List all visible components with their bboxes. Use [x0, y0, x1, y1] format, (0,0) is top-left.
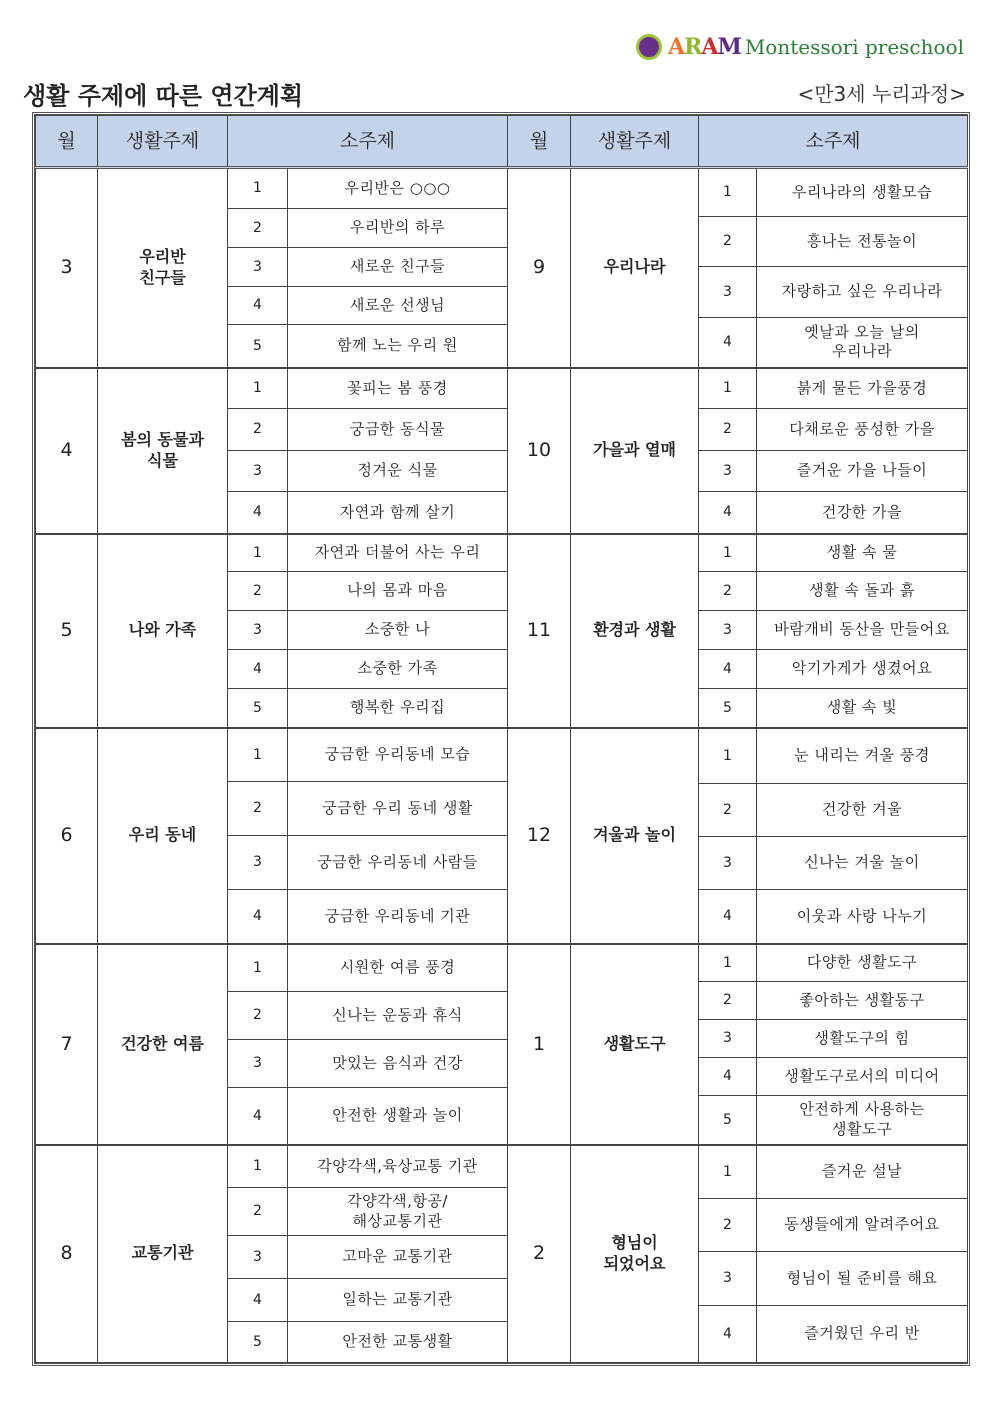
header-theme-right: 생활주제 [571, 116, 699, 168]
left-theme: 교통기관 [98, 1145, 228, 1363]
left-subtopic: 맛있는 음식과 건강 [288, 1040, 508, 1088]
right-theme: 생활도구 [571, 944, 699, 1145]
left-theme: 나와 가족 [98, 534, 228, 728]
left-subtopic: 신나는 운동과 휴식 [288, 992, 508, 1040]
right-subtopic: 안전하게 사용하는 생활도구 [757, 1096, 968, 1145]
table-row [36, 728, 968, 782]
right-subtopic: 즐거운 가을 나들이 [757, 451, 968, 492]
right-subtopic-number: 2 [699, 784, 757, 837]
header-month-right: 월 [508, 116, 571, 168]
right-subtopic: 생활도구로서의 미디어 [757, 1058, 968, 1096]
right-subtopic: 눈 내리는 겨울 풍경 [757, 728, 968, 784]
right-subtopic: 신나는 겨울 놀이 [757, 837, 968, 890]
left-subtopic: 시원한 여름 풍경 [288, 944, 508, 992]
left-subtopic: 일하는 교통기관 [288, 1279, 508, 1322]
left-subtopic-number: 3 [228, 1236, 288, 1279]
left-subtopic-number: 1 [228, 368, 288, 409]
right-theme: 환경과 생활 [571, 534, 699, 728]
left-subtopic-number: 1 [228, 1145, 288, 1188]
left-subtopic-number: 1 [228, 168, 288, 209]
right-subtopic: 생활도구의 힘 [757, 1020, 968, 1058]
right-subtopic: 생활 속 빛 [757, 689, 968, 728]
left-subtopic: 안전한 생활과 놀이 [288, 1088, 508, 1145]
right-subtopic-number: 2 [699, 982, 757, 1020]
right-subtopic-number: 1 [699, 1145, 757, 1199]
right-subtopic: 이웃과 사랑 나누기 [757, 890, 968, 944]
table-row [36, 368, 968, 409]
header-subtopic-left: 소주제 [228, 116, 508, 168]
right-subtopic-number: 5 [699, 1096, 757, 1145]
left-subtopic-number: 5 [228, 325, 288, 368]
right-month: 9 [508, 168, 571, 368]
right-theme: 형님이 되었어요 [571, 1145, 699, 1363]
right-subtopic: 악기가게가 생겼어요 [757, 650, 968, 689]
left-subtopic: 궁금한 우리동네 모습 [288, 728, 508, 782]
left-subtopic-number: 1 [228, 728, 288, 782]
left-subtopic-number: 4 [228, 1088, 288, 1145]
header-subtopic-right: 소주제 [699, 116, 968, 168]
header-month-left: 월 [36, 116, 98, 168]
left-subtopic-number: 4 [228, 890, 288, 944]
right-subtopic: 자랑하고 싶은 우리나라 [757, 267, 968, 318]
right-subtopic-number: 4 [699, 890, 757, 944]
left-month: 3 [36, 168, 98, 368]
right-subtopic-number: 2 [699, 572, 757, 611]
left-subtopic-number: 2 [228, 782, 288, 836]
left-month: 8 [36, 1145, 98, 1363]
left-subtopic: 궁금한 동식물 [288, 409, 508, 451]
left-subtopic-number: 3 [228, 1040, 288, 1088]
left-subtopic: 소중한 가족 [288, 650, 508, 689]
left-subtopic-number: 2 [228, 409, 288, 451]
right-subtopic: 다채로운 풍성한 가을 [757, 409, 968, 451]
left-subtopic-number: 3 [228, 451, 288, 492]
left-subtopic-number: 2 [228, 572, 288, 611]
right-subtopic-number: 4 [699, 1058, 757, 1096]
table-body [36, 168, 968, 1363]
left-subtopic: 정겨운 식물 [288, 451, 508, 492]
left-subtopic: 궁금한 우리동네 기관 [288, 890, 508, 944]
right-subtopic-number: 1 [699, 728, 757, 784]
left-subtopic: 새로운 친구들 [288, 248, 508, 287]
right-subtopic-number: 5 [699, 689, 757, 728]
left-subtopic-number: 2 [228, 992, 288, 1040]
page-title: 생활 주제에 따른 연간계획 [23, 82, 304, 110]
header-theme-left: 생활주제 [98, 116, 228, 168]
left-subtopic-number: 2 [228, 1188, 288, 1236]
right-month: 1 [508, 944, 571, 1145]
left-subtopic: 각양각색,육상교통 기관 [288, 1145, 508, 1188]
right-subtopic-number: 3 [699, 451, 757, 492]
left-theme: 봄의 동물과 식물 [98, 368, 228, 534]
left-month: 4 [36, 368, 98, 534]
right-subtopic: 즐거웠던 우리 반 [757, 1306, 968, 1363]
right-subtopic: 건강한 겨울 [757, 784, 968, 837]
right-theme: 우리나라 [571, 168, 699, 368]
right-subtopic-number: 1 [699, 534, 757, 572]
right-subtopic-number: 4 [699, 650, 757, 689]
right-subtopic-number: 3 [699, 837, 757, 890]
left-month: 5 [36, 534, 98, 728]
right-subtopic: 좋아하는 생활동구 [757, 982, 968, 1020]
right-subtopic-number: 2 [699, 1199, 757, 1252]
right-subtopic-number: 1 [699, 168, 757, 217]
right-subtopic-number: 2 [699, 409, 757, 451]
left-subtopic-number: 4 [228, 650, 288, 689]
right-subtopic: 바람개비 동산을 만들어요 [757, 611, 968, 650]
table-row [36, 944, 968, 982]
left-subtopic-number: 3 [228, 611, 288, 650]
left-subtopic: 자연과 함께 살기 [288, 492, 508, 534]
right-subtopic-number: 4 [699, 318, 757, 368]
left-month: 6 [36, 728, 98, 944]
right-theme: 겨울과 놀이 [571, 728, 699, 944]
right-subtopic-number: 3 [699, 611, 757, 650]
left-subtopic: 궁금한 우리 동네 생활 [288, 782, 508, 836]
left-subtopic: 꽃피는 봄 풍경 [288, 368, 508, 409]
right-subtopic: 형님이 될 준비를 해요 [757, 1252, 968, 1306]
left-month: 7 [36, 944, 98, 1145]
left-subtopic-number: 1 [228, 944, 288, 992]
right-subtopic-number: 4 [699, 492, 757, 534]
right-month: 10 [508, 368, 571, 534]
school-logo [636, 34, 964, 60]
right-subtopic: 우리나라의 생활모습 [757, 168, 968, 217]
right-subtopic: 다양한 생활도구 [757, 944, 968, 982]
left-subtopic: 나의 몸과 마음 [288, 572, 508, 611]
right-subtopic-number: 3 [699, 1252, 757, 1306]
right-subtopic: 붉게 물든 가을풍경 [757, 368, 968, 409]
logo-aram: ARAM [668, 34, 741, 60]
left-subtopic: 소중한 나 [288, 611, 508, 650]
right-subtopic-number: 1 [699, 944, 757, 982]
school-emblem-icon [636, 34, 662, 60]
left-subtopic: 안전한 교통생활 [288, 1322, 508, 1363]
left-subtopic-number: 3 [228, 836, 288, 890]
left-subtopic: 각양각색,항공/ 해상교통기관 [288, 1188, 508, 1236]
right-subtopic-number: 4 [699, 1306, 757, 1363]
right-subtopic: 동생들에게 알려주어요 [757, 1199, 968, 1252]
right-subtopic-number: 2 [699, 217, 757, 267]
right-subtopic-number: 3 [699, 267, 757, 318]
right-subtopic: 흥나는 전통놀이 [757, 217, 968, 267]
left-theme: 우리반 친구들 [98, 168, 228, 368]
left-subtopic: 우리반은 ○○○ [288, 168, 508, 209]
left-subtopic-number: 5 [228, 689, 288, 728]
left-subtopic: 자연과 더불어 사는 우리 [288, 534, 508, 572]
annual-plan-table [35, 115, 968, 1363]
left-subtopic-number: 1 [228, 534, 288, 572]
left-subtopic-number: 4 [228, 1279, 288, 1322]
left-subtopic-number: 2 [228, 209, 288, 248]
right-subtopic: 생활 속 물 [757, 534, 968, 572]
left-subtopic-number: 3 [228, 248, 288, 287]
right-subtopic: 건강한 가을 [757, 492, 968, 534]
left-subtopic: 우리반의 하루 [288, 209, 508, 248]
right-month: 11 [508, 534, 571, 728]
left-subtopic-number: 4 [228, 492, 288, 534]
left-theme: 우리 동네 [98, 728, 228, 944]
page-subtitle: <만3세 누리과정> [797, 82, 966, 106]
left-subtopic: 행복한 우리집 [288, 689, 508, 728]
left-theme: 건강한 여름 [98, 944, 228, 1145]
right-subtopic: 생활 속 돌과 흙 [757, 572, 968, 611]
right-month: 2 [508, 1145, 571, 1363]
table-row [36, 1145, 968, 1188]
table-row [36, 534, 968, 572]
right-month: 12 [508, 728, 571, 944]
right-subtopic: 즐거운 설날 [757, 1145, 968, 1199]
right-subtopic-number: 3 [699, 1020, 757, 1058]
right-theme: 가을과 열매 [571, 368, 699, 534]
left-subtopic-number: 5 [228, 1322, 288, 1363]
table-row [36, 168, 968, 209]
left-subtopic-number: 4 [228, 287, 288, 325]
right-subtopic-number: 1 [699, 368, 757, 409]
table-header-row [36, 116, 968, 168]
left-subtopic: 새로운 선생님 [288, 287, 508, 325]
logo-montessori: Montessori preschool [744, 35, 964, 59]
left-subtopic: 함께 노는 우리 원 [288, 325, 508, 368]
left-subtopic: 고마운 교통기관 [288, 1236, 508, 1279]
right-subtopic: 옛날과 오늘 날의 우리나라 [757, 318, 968, 368]
left-subtopic: 궁금한 우리동네 사람들 [288, 836, 508, 890]
